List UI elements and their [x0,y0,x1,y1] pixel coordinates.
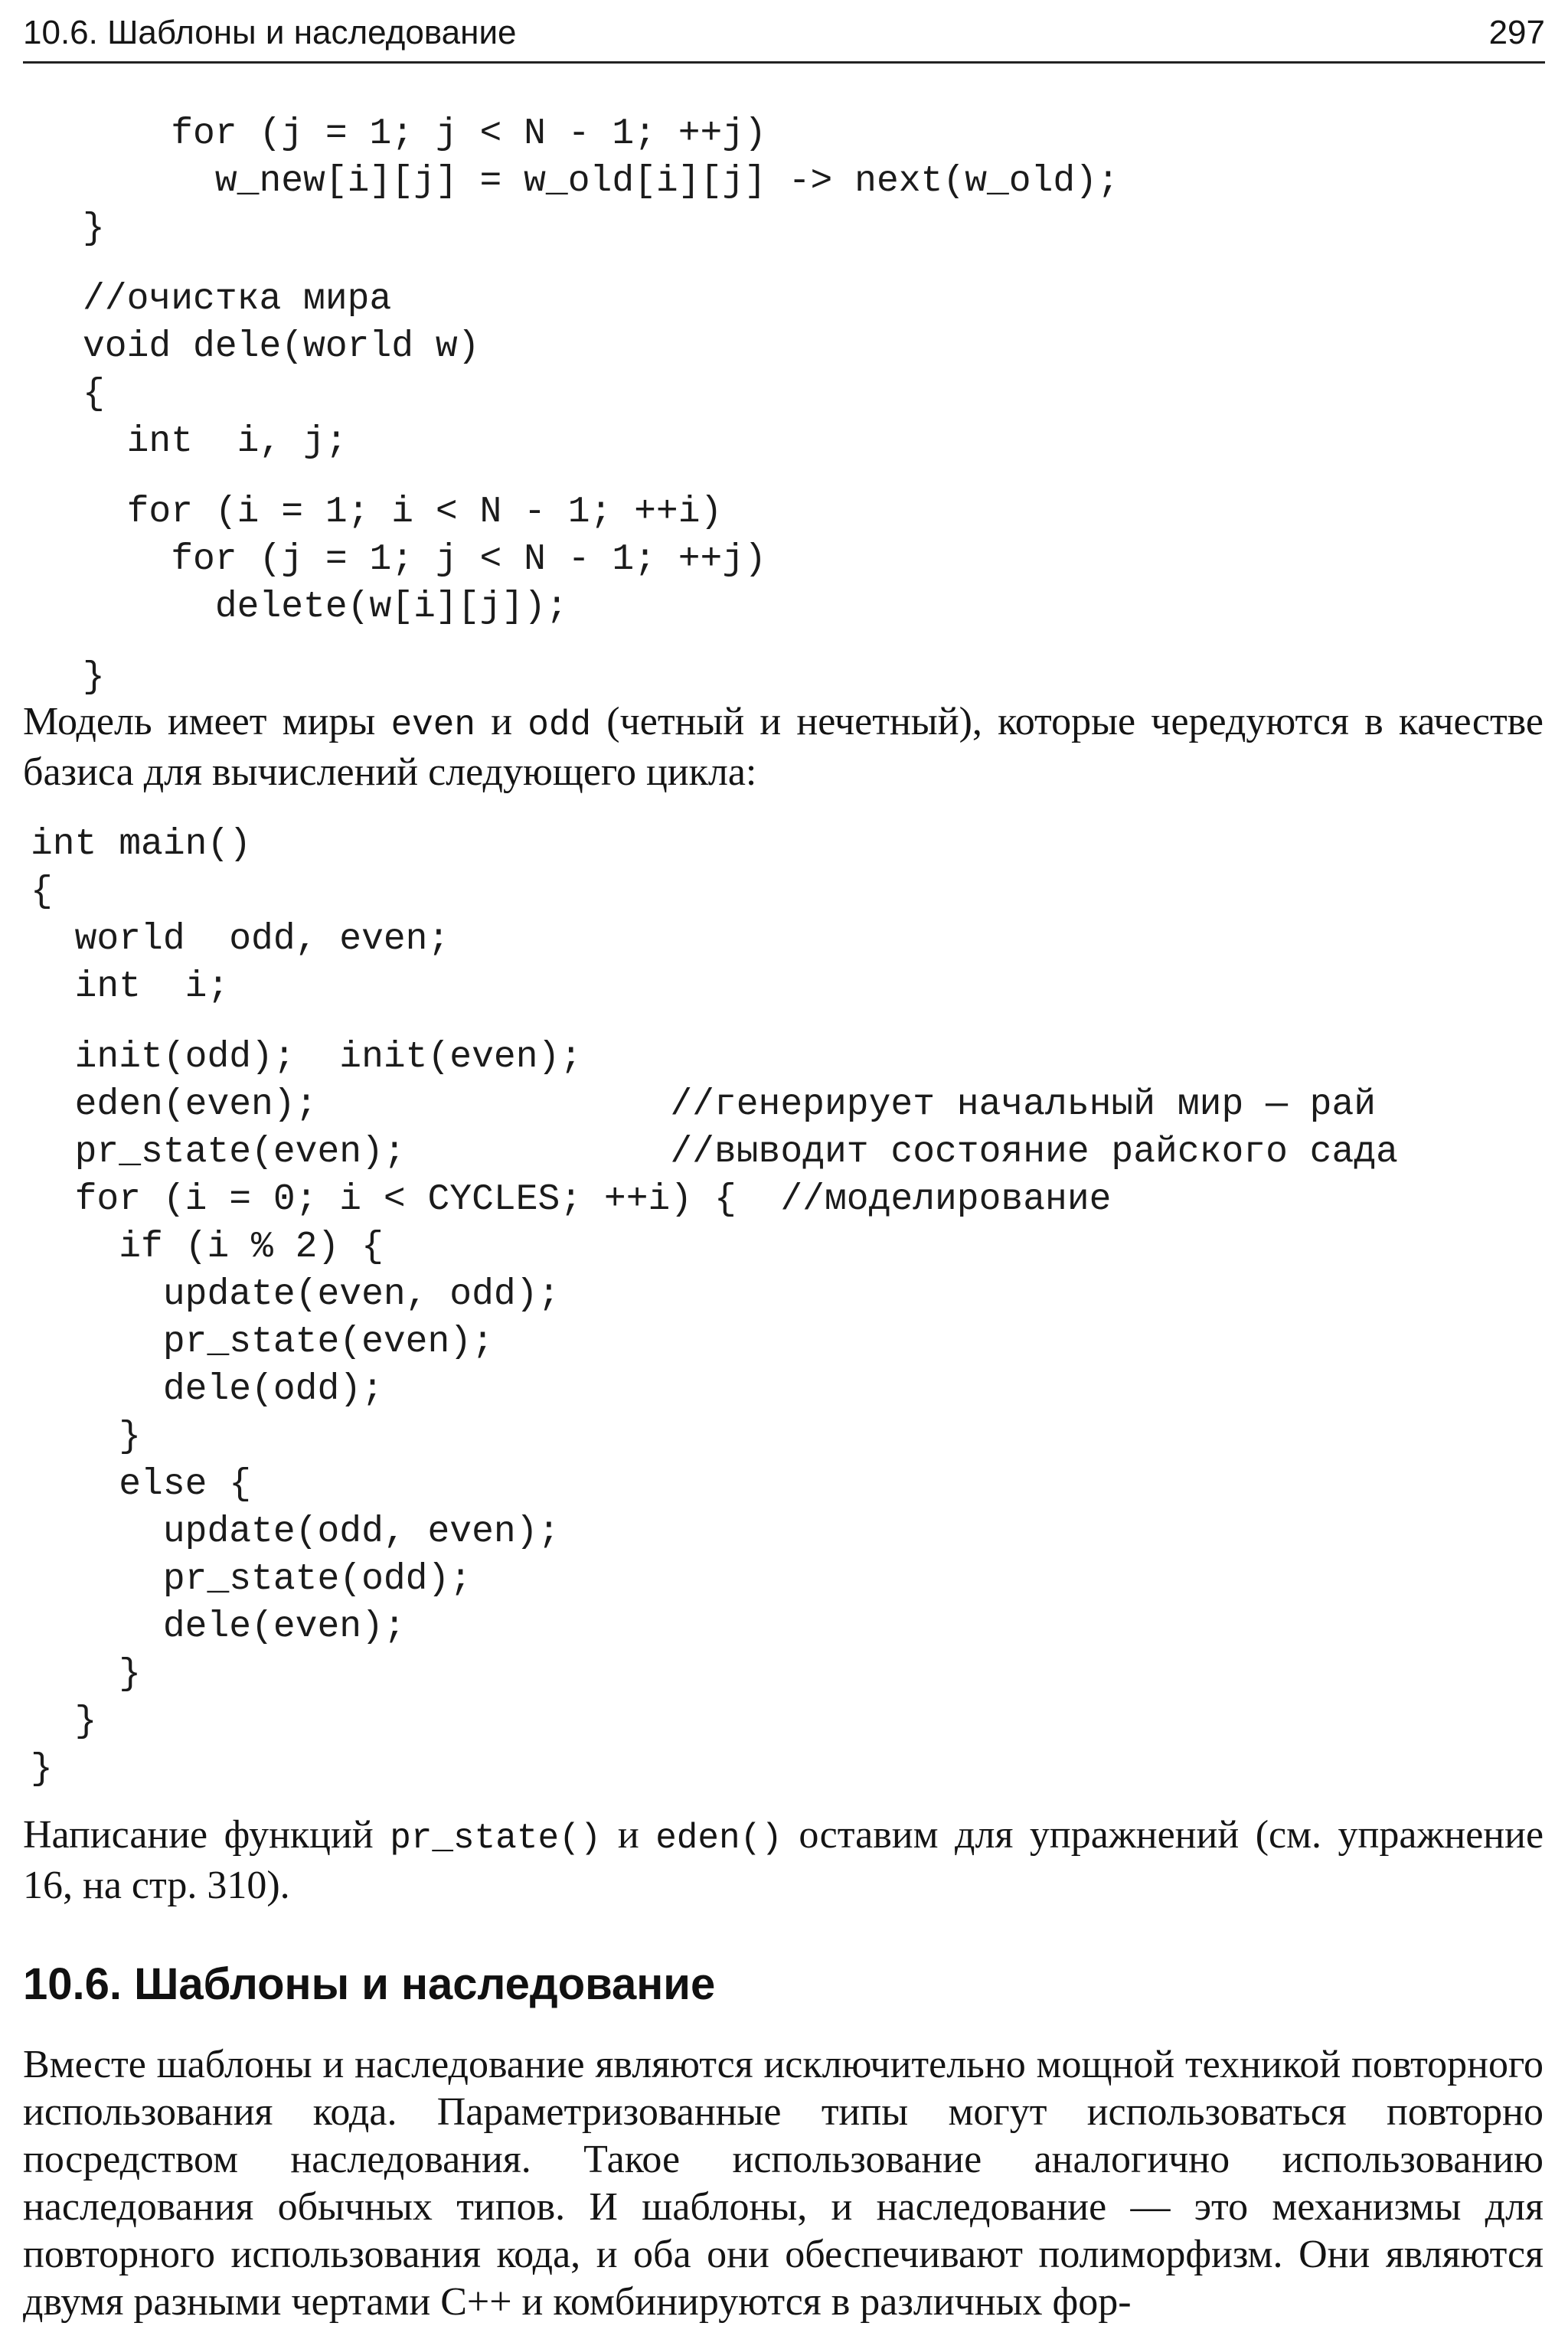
paragraph-worlds [23,698,1544,796]
code-line: int i; [31,966,230,1008]
code-line: eden(even); //генерирует начальный мир — рай [31,1084,1377,1125]
code-line: for (i = 0; i < CYCLES; ++i) { //моделирование [31,1179,1112,1220]
paragraph-text: Написание функций [23,1813,390,1857]
code-line: else { [31,1464,252,1505]
code-line: init(odd); init(even); [31,1037,583,1078]
paragraph-text: оставим для упражнений (см. упражнение 16, на стр. 310). [23,1813,1544,1907]
code-comment-line: //очистка мира [83,279,392,320]
code-line: { [31,871,53,913]
code-line: update(even, odd); [31,1274,560,1315]
paragraph-text: (четный и нечетный), которые чередуются в качестве базиса для вычислений следующего цикла: [23,700,1544,794]
code-line: world odd, even; [31,919,450,960]
section-heading: 10.6. Шаблоны и наследование [23,1959,716,2009]
inline-code-eden: eden() [655,1818,782,1858]
paragraph-exercises [23,1812,1544,1910]
code-line: pr_state(even); [31,1322,494,1363]
paragraph-text: Модель имеет миры [23,700,391,743]
section-paragraph: Вместе шаблоны и наследование являются исключительно мощной техникой повторного использования кода. Параметризованные типы могут использоваться повторно посредством наследования. Такое использование аналогично использованию наследования обычных типов. И шаблоны, и наследование — это механизмы для повторного использования кода, и оба они обеспечивают полиморфизм. Они являются двумя разными чертами C++ и комбинируются в различных фор- [23,2043,1544,2324]
code-line: int main() [31,824,252,865]
code-block-1 [83,110,1119,701]
inline-code-pr-state: pr_state() [390,1818,602,1858]
code-line: for (j = 1; j < N - 1; ++j) [83,113,766,155]
code-line: } [83,208,105,250]
code-line: update(odd, even); [31,1511,560,1553]
code-line: pr_state(odd); [31,1559,472,1600]
code-line: } [83,657,105,698]
code-line: dele(odd); [31,1369,384,1410]
code-line: dele(even); [31,1606,406,1648]
code-line: w_new[i][j] = w_old[i][j] -> next(w_old); [83,161,1119,202]
code-line: } [31,1416,142,1458]
code-line: for (j = 1; j < N - 1; ++j) [83,539,766,580]
paragraph-text: и [601,1813,656,1857]
page-number: 297 [1488,14,1545,51]
code-line: if (i % 2) { [31,1227,384,1268]
paragraph-text: и [475,700,528,743]
running-header-title: 10.6. Шаблоны и наследование [23,14,517,51]
inline-code-even: even [390,705,475,745]
code-line: { [83,374,105,415]
code-line: } [31,1654,142,1695]
code-line: } [31,1749,53,1790]
code-line: for (i = 1; i < N - 1; ++i) [83,492,723,533]
inline-code-odd: odd [528,705,592,745]
code-block-main [31,821,1398,1793]
code-line: pr_state(even); //выводит состояние райского сада [31,1132,1398,1173]
running-header [23,5,1545,64]
code-line: delete(w[i][j]); [83,586,568,628]
code-line: } [31,1701,97,1743]
code-line: void dele(world w) [83,326,480,368]
code-line: int i, j; [83,421,348,462]
